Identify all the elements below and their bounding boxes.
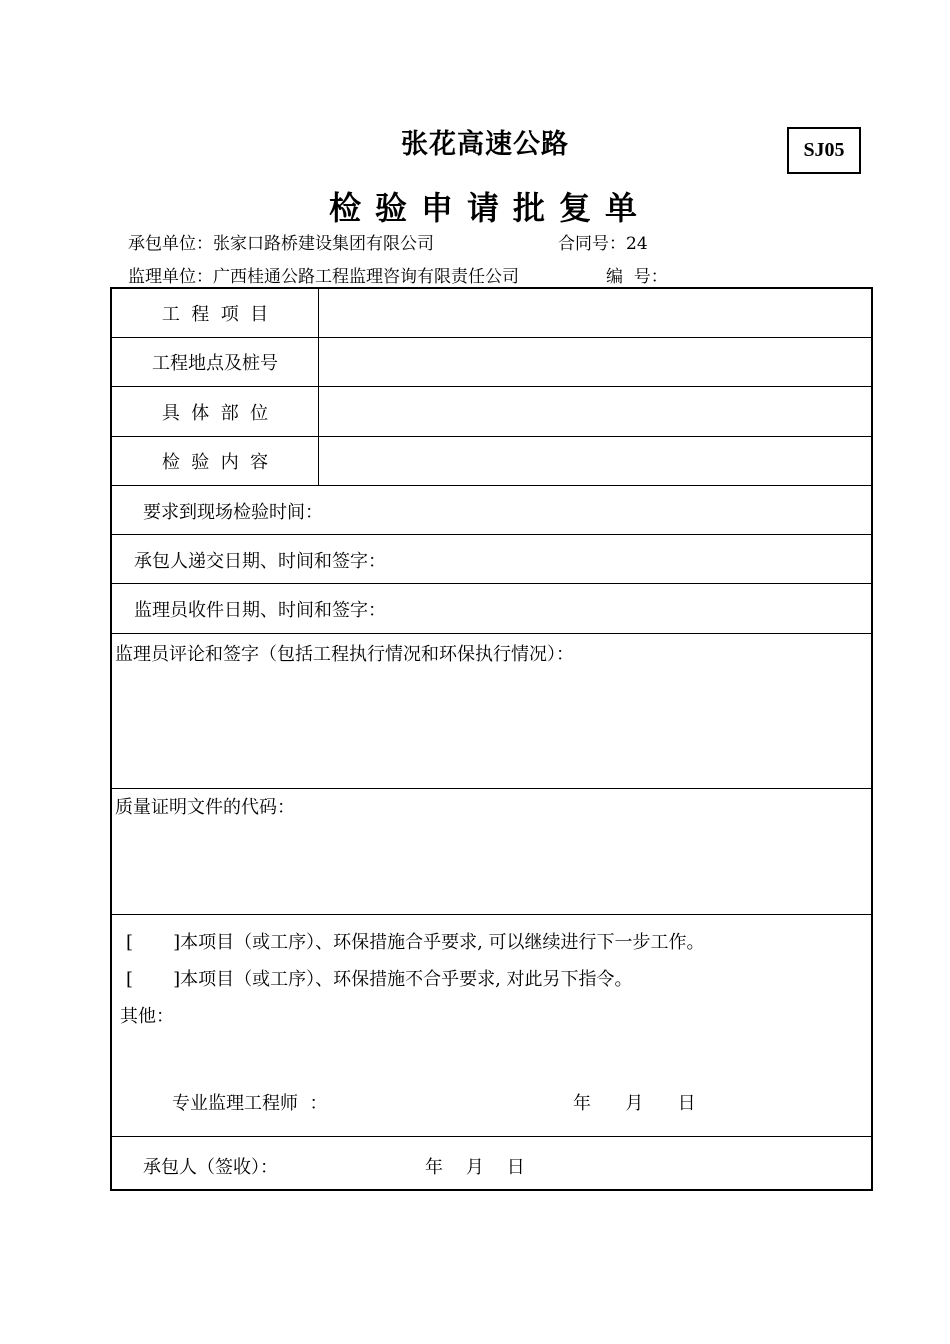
option-pass[interactable]: [ ]本项目（或工序）、环保措施合乎要求, 可以继续进行下一步工作。 <box>126 932 705 953</box>
row-inspection-content <box>112 437 871 486</box>
other-label: 其他： <box>120 1006 174 1027</box>
contract-number-label: 合同号： <box>558 234 626 254</box>
row-supervisor-receive[interactable] <box>112 584 871 634</box>
supervision-unit <box>128 262 519 287</box>
supervision-unit-value: 广西桂通公路工程监理咨询有限责任公司 <box>213 267 519 287</box>
contract-number-value: 24 <box>626 234 648 254</box>
contractor-submit-label: 承包人递交日期、时间和签字： <box>134 551 386 572</box>
inspection-form-table <box>110 287 873 1191</box>
engineer-signature-label: 专业监理工程师 ： <box>172 1093 328 1114</box>
project-item-label: 工 程 项 目 <box>112 289 319 337</box>
project-item-field[interactable] <box>319 289 871 337</box>
contractor-unit-value: 张家口路桥建设集团有限公司 <box>213 234 434 254</box>
contractor-sign-date: 年 月 日 <box>425 1157 525 1178</box>
supervisor-receive-label: 监理员收件日期、时间和签字： <box>134 600 386 621</box>
option-fail[interactable]: [ ]本项目（或工序）、环保措施不合乎要求, 对此另下指令。 <box>126 969 633 990</box>
supervisor-comment-label: 监理员评论和签字（包括工程执行情况和环保执行情况）： <box>115 644 574 665</box>
location-pile-field[interactable] <box>319 338 871 386</box>
serial-number-label: 编 号： <box>606 267 668 287</box>
inspection-content-field[interactable] <box>319 437 871 485</box>
row-required-time[interactable] <box>112 486 871 535</box>
row-location-pile <box>112 338 871 387</box>
row-specific-part <box>112 387 871 437</box>
inspection-content-label: 检 验 内 容 <box>112 437 319 485</box>
row-contractor-submit[interactable] <box>112 535 871 584</box>
specific-part-label: 具 体 部 位 <box>112 387 319 436</box>
form-title: 检验申请批复单 <box>328 189 651 227</box>
contractor-unit-label: 承包单位： <box>128 234 213 254</box>
row-quality-docs[interactable] <box>112 789 871 915</box>
contractor-sign-label: 承包人（签收）： <box>143 1157 278 1178</box>
required-time-label: 要求到现场检验时间： <box>143 502 323 523</box>
page-title: 张花高速公路 <box>401 129 569 160</box>
contractor-unit <box>128 229 434 254</box>
engineer-date: 年 月 日 <box>573 1093 696 1114</box>
contract-number <box>558 229 648 254</box>
row-supervisor-comment[interactable] <box>112 634 871 789</box>
quality-docs-label: 质量证明文件的代码： <box>115 797 295 818</box>
row-contractor-sign <box>112 1137 871 1191</box>
row-approval <box>112 915 871 1137</box>
row-project-item <box>112 289 871 338</box>
specific-part-field[interactable] <box>319 387 871 436</box>
supervision-unit-label: 监理单位： <box>128 267 213 287</box>
location-pile-label: 工程地点及桩号 <box>112 338 319 386</box>
form-code-badge: SJ05 <box>787 127 861 174</box>
